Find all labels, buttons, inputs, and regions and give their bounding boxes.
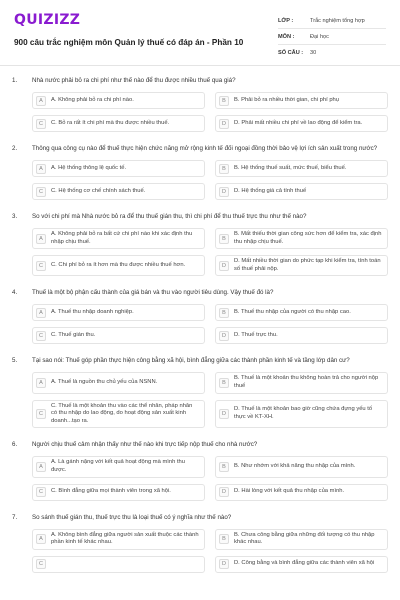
answer-option[interactable] bbox=[215, 484, 388, 501]
option-letter: B bbox=[219, 234, 229, 244]
option-text: A. Hệ thống thông lệ quốc tế. bbox=[51, 164, 127, 171]
option-letter: C bbox=[36, 559, 46, 569]
answer-option[interactable] bbox=[215, 400, 388, 429]
answer-option[interactable] bbox=[215, 92, 388, 109]
option-text: B. Mất thiếu thời gian công sức hơn để kiểm tra, xác định thu nhập chịu thuế. bbox=[234, 231, 382, 245]
option-letter: C bbox=[36, 187, 46, 197]
option-text: C. Bình đẳng giữa mọi thành viên trong xã hội. bbox=[51, 488, 171, 495]
header-left bbox=[14, 10, 276, 65]
answer-option[interactable] bbox=[32, 556, 205, 573]
option-letter: A bbox=[36, 462, 46, 472]
option-text: D. Hài lòng với kết quả thu nhập của mình. bbox=[234, 488, 345, 495]
answer-option[interactable] bbox=[32, 160, 205, 177]
meta-row-class bbox=[278, 13, 386, 29]
option-letter: D bbox=[219, 187, 229, 197]
answer-option[interactable] bbox=[32, 529, 205, 550]
answer-grid bbox=[12, 228, 388, 276]
option-text: A. Thuế là nguồn thu chủ yếu của NSNN. bbox=[51, 379, 158, 386]
question-list bbox=[0, 66, 400, 573]
answer-option[interactable] bbox=[32, 92, 205, 109]
answer-option[interactable] bbox=[215, 115, 388, 132]
meta-value: Đại học bbox=[310, 33, 329, 40]
meta-key: SỐ CÂU : bbox=[278, 50, 304, 56]
option-letter: A bbox=[36, 234, 46, 244]
question-text: So với chi phí mà Nhà nước bỏ ra để thu thuế gián thu, thì chi phí để thu thuế trực thu như thế nào? bbox=[32, 213, 307, 220]
question-text: So sánh thuế gián thu, thuế trực thu là loại thuế có ý nghĩa như thế nào? bbox=[32, 513, 232, 521]
option-letter: D bbox=[219, 119, 229, 129]
question-text: Thuế là một bộ phận cấu thành của giá bán và thu vào người tiêu dùng. Vậy thuế đó là? bbox=[32, 289, 274, 297]
question-item bbox=[12, 356, 388, 428]
meta-key: MÔN : bbox=[278, 33, 295, 40]
answer-option[interactable] bbox=[215, 456, 388, 477]
question-number: 6. bbox=[12, 441, 18, 449]
question-item bbox=[12, 76, 388, 132]
option-text: B. Thuế là một khoản thu không hoàn trả cho người nộp thuế bbox=[234, 375, 379, 389]
option-letter: C bbox=[36, 119, 46, 129]
meta-key: LỚP : bbox=[278, 17, 294, 24]
answer-option[interactable] bbox=[215, 556, 388, 573]
answer-option[interactable] bbox=[215, 228, 388, 249]
answer-option[interactable] bbox=[32, 372, 205, 393]
answer-option[interactable] bbox=[32, 115, 205, 132]
answer-grid bbox=[12, 304, 388, 344]
question-number: 2. bbox=[12, 145, 18, 152]
option-letter: A bbox=[36, 96, 46, 106]
option-letter: B bbox=[219, 96, 229, 106]
question-item bbox=[12, 440, 388, 500]
answer-grid bbox=[12, 529, 388, 573]
answer-option[interactable] bbox=[32, 228, 205, 249]
option-letter: D bbox=[219, 559, 229, 569]
answer-option[interactable] bbox=[32, 304, 205, 321]
question-number: 4. bbox=[12, 289, 18, 297]
answer-option[interactable] bbox=[215, 255, 388, 276]
option-text: A. Không phải bỏ ra bất cứ chi phí nào khi xác định thu nhập chịu thuế. bbox=[51, 231, 193, 245]
option-letter: D bbox=[219, 261, 229, 271]
answer-option[interactable] bbox=[215, 160, 388, 177]
option-text: D. Công bằng và bình đẳng giữa các thành viên xã hội bbox=[234, 560, 375, 567]
answer-option[interactable] bbox=[32, 456, 205, 477]
question-text: Thông qua công cụ nào để thuế thực hiện chức năng mở rộng kinh tế đối ngoại đồng thời bảo vệ lợi ích sản xuất trong nước? bbox=[32, 145, 378, 152]
option-text: B. Phải bỏ ra nhiều thời gian, chi phí phụ bbox=[234, 96, 339, 103]
option-letter: D bbox=[219, 409, 229, 419]
option-letter: A bbox=[36, 308, 46, 318]
logo-text: QUIZIZZ bbox=[14, 12, 81, 28]
question-number: 3. bbox=[12, 213, 18, 220]
option-text: B. Như nhớm với khả năng thu nhập của mình. bbox=[234, 463, 356, 470]
worksheet-header bbox=[0, 0, 400, 66]
question-text: Tại sao nói: Thuế góp phần thực hiện công bằng xã hội, bình đẳng giữa các thành phần kinh tế và tầng lớp dân cư? bbox=[32, 357, 350, 365]
option-text: A. Là gánh nặng với kết quả hoạt động mà mình thu được. bbox=[51, 459, 186, 473]
option-text: D. Thuế trực thu. bbox=[234, 332, 278, 339]
answer-option[interactable] bbox=[215, 304, 388, 321]
option-text: D. Hệ thống giá cả tính thuế bbox=[234, 187, 307, 194]
answer-option[interactable] bbox=[215, 529, 388, 550]
answer-grid bbox=[12, 456, 388, 500]
option-text: A. Không bình đẳng giữa người sản xuất thuộc các thành phần kinh tế khác nhau. bbox=[51, 531, 199, 546]
answer-option[interactable] bbox=[215, 183, 388, 200]
page-title: 900 câu trắc nghiệm môn Quản lý thuế có đáp án - Phần 10 bbox=[14, 38, 244, 47]
option-text: B. Chưa công bằng giữa những đối tượng có thu nhập khác nhau. bbox=[234, 531, 375, 546]
answer-option[interactable] bbox=[32, 255, 205, 276]
answer-option[interactable] bbox=[32, 484, 205, 501]
option-letter: C bbox=[36, 409, 46, 419]
option-letter: A bbox=[36, 378, 46, 388]
question-item bbox=[12, 144, 388, 200]
question-number: 7. bbox=[12, 513, 18, 521]
answer-option[interactable] bbox=[32, 400, 205, 429]
option-text: D. Phải mất nhiều chi phí về lao động để kiểm tra. bbox=[234, 119, 363, 126]
option-text: C. Hệ thống cơ chế chính sách thuế. bbox=[51, 187, 146, 194]
option-letter: C bbox=[36, 261, 46, 271]
question-item bbox=[12, 212, 388, 276]
answer-grid bbox=[12, 92, 388, 132]
meta-value: 30 bbox=[310, 50, 317, 56]
quizizz-logo[interactable] bbox=[14, 10, 276, 30]
option-letter: C bbox=[36, 331, 46, 341]
option-text: C. Thuế là một khoản thu vào các thể nhân, pháp nhân có thu nhập do lao động, do hoạt động sản xuất kinh doanh...tạo ra. bbox=[51, 402, 193, 424]
answer-grid bbox=[12, 160, 388, 200]
answer-option[interactable] bbox=[215, 327, 388, 344]
option-text: C. Chi phí bỏ ra ít hơn mà thu được nhiều thuế hơn. bbox=[51, 261, 186, 268]
question-item bbox=[12, 288, 388, 344]
option-letter: B bbox=[219, 378, 229, 388]
question-text: Nhà nước phải bỏ ra chi phí như thế nào để thu được nhiều thuế qua giá? bbox=[32, 77, 236, 84]
question-item bbox=[12, 513, 388, 573]
meta-row-count bbox=[278, 45, 386, 61]
option-text: D. Thuế là một khoản bao giờ cũng chứa đựng yếu tố thực về KT-XH. bbox=[234, 406, 373, 420]
question-number: 1. bbox=[12, 77, 18, 84]
option-letter: D bbox=[219, 331, 229, 341]
option-text: B. Thuế thu nhập của người có thu nhập cao. bbox=[234, 309, 351, 316]
option-text: C. Bỏ ra rất ít chi phí mà thu được nhiều thuế. bbox=[51, 119, 170, 126]
meta-value: Trắc nghiệm tổng hợp bbox=[310, 17, 365, 24]
option-letter: A bbox=[36, 534, 46, 544]
option-letter: B bbox=[219, 308, 229, 318]
option-letter: A bbox=[36, 164, 46, 174]
question-text: Người chịu thuế cảm nhận thấy như thế nào khi trực tiếp nộp thuế cho nhà nước? bbox=[32, 441, 258, 449]
option-text: D. Mất nhiều thời gian do phức tạp khi kiểm tra, tính toán số thuế phải nộp. bbox=[234, 258, 381, 272]
option-letter: B bbox=[219, 534, 229, 544]
question-number: 5. bbox=[12, 357, 18, 365]
option-letter: B bbox=[219, 462, 229, 472]
worksheet-meta bbox=[278, 13, 386, 65]
answer-grid bbox=[12, 372, 388, 428]
option-text: C. Thuế gián thu. bbox=[51, 332, 96, 339]
option-letter: C bbox=[36, 487, 46, 497]
answer-option[interactable] bbox=[32, 183, 205, 200]
answer-option[interactable] bbox=[32, 327, 205, 344]
option-text: A. Không phải bỏ ra chi phí nào. bbox=[51, 96, 134, 103]
option-text: A. Thuế thu nhập doanh nghiệp. bbox=[51, 309, 134, 316]
option-letter: D bbox=[219, 487, 229, 497]
meta-row-subject bbox=[278, 29, 386, 45]
answer-option[interactable] bbox=[215, 372, 388, 393]
option-text: B. Hệ thống thuế suất, mức thuế, biểu thuế. bbox=[234, 164, 347, 171]
option-letter: B bbox=[219, 164, 229, 174]
